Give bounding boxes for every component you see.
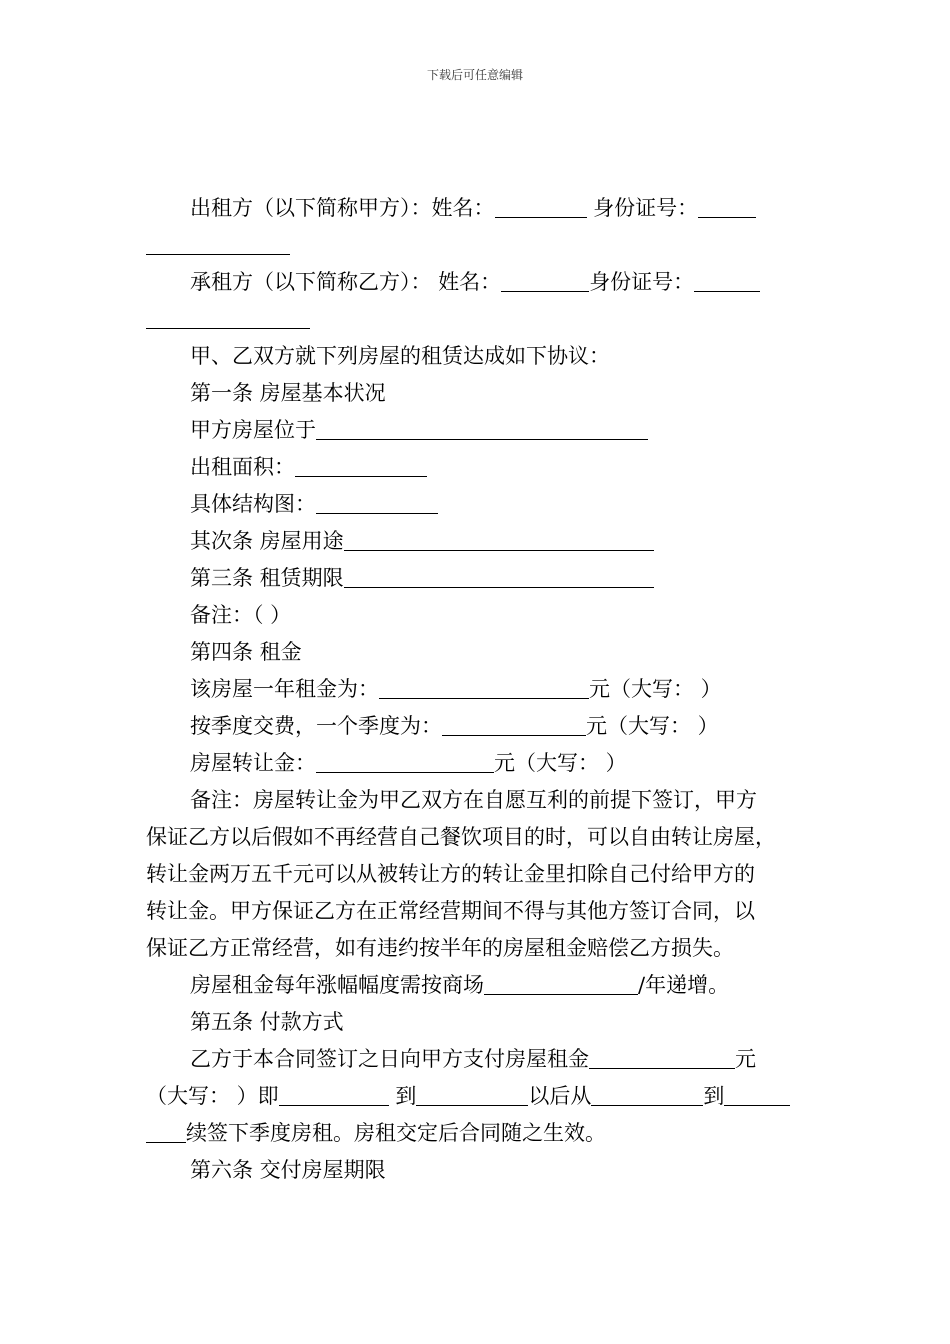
transfer-fee-label: 房屋转让金： <box>190 751 316 775</box>
lessee-label: 承租方（以下简称乙方）： 姓名： <box>190 270 502 294</box>
rent-increase-unit: ∕年递增。 <box>638 973 730 997</box>
quarterly-rent-label: 按季度交费，一个季度为： <box>190 714 442 738</box>
quarterly-rent-unit: 元（大写： ） <box>586 714 719 738</box>
lessor-id-continued <box>146 227 808 264</box>
next-end-blank <box>724 1081 790 1106</box>
article-5-title: 第五条 付款方式 <box>190 1010 344 1034</box>
payment-line <box>146 1041 808 1078</box>
lease-term-blank <box>344 563 654 588</box>
lessee-id-blank-2 <box>146 304 310 329</box>
house-usage-blank <box>344 526 654 551</box>
remark-line: 备注：（ ） <box>190 603 292 627</box>
payment-label: 乙方于本合同签订之日向甲方支付房屋租金 <box>190 1047 589 1071</box>
lessee-id-label: 身份证号： <box>589 270 695 294</box>
rent-increase-line <box>146 967 808 1004</box>
payment-amount-blank <box>589 1044 735 1069</box>
house-usage-line <box>146 523 808 560</box>
article-1-title: 第一条 房屋基本状况 <box>190 381 386 405</box>
remark-paragraph-1: 备注：房屋转让金为甲乙双方在自愿互利的前提下签订，甲方 <box>190 788 757 812</box>
remark-paragraph-5: 保证乙方正常经营，如有违约按半年的房屋租金赔偿乙方损失。 <box>146 936 734 960</box>
transfer-fee-blank <box>316 748 494 773</box>
structure-label: 具体结构图： <box>190 492 316 516</box>
payment-period-line <box>146 1078 808 1115</box>
next-start-blank <box>591 1081 703 1106</box>
period-start-blank <box>279 1081 389 1106</box>
house-location-blank <box>316 415 648 440</box>
annual-rent-unit: 元（大写： ） <box>589 677 722 701</box>
article-6-title: 第六条 交付房屋期限 <box>190 1158 386 1182</box>
lessor-id-label: 身份证号： <box>586 196 699 220</box>
period-to-label: 到 <box>388 1084 417 1108</box>
payment-unit: 元 <box>735 1047 756 1071</box>
agreement-intro: 甲、乙双方就下列房屋的租赁达成如下协议： <box>190 344 610 368</box>
remark-paragraph-2: 保证乙方以后假如不再经营自己餐饮项目的时，可以自由转让房屋， <box>146 825 776 849</box>
remark-paragraph-4: 转让金。甲方保证乙方在正常经营期间不得与其他方签订合同，以 <box>146 899 755 923</box>
rental-area-line <box>146 449 808 486</box>
house-location-line <box>146 412 808 449</box>
annual-rent-label: 该房屋一年租金为： <box>190 677 379 701</box>
contract-body <box>146 190 808 1189</box>
lease-term-line <box>146 560 808 597</box>
lessee-id-continued <box>146 301 808 338</box>
rental-area-label: 出租面积： <box>190 455 295 479</box>
period-end-blank <box>416 1081 528 1106</box>
structure-blank <box>316 489 438 514</box>
quarterly-rent-blank <box>442 711 586 736</box>
rent-increase-label: 房屋租金每年涨幅幅度需按商场 <box>190 973 484 997</box>
lessor-label: 出租方（以下简称甲方）：姓名： <box>190 196 495 220</box>
lessee-name-blank <box>501 267 589 292</box>
next-end-blank-2 <box>146 1118 186 1143</box>
lessor-id-blank <box>698 193 756 218</box>
lessee-line <box>146 264 808 301</box>
remark-paragraph-3: 转让金两万五千元可以从被转让方的转让金里扣除自己付给甲方的 <box>146 862 755 886</box>
lessor-line <box>146 190 808 227</box>
payment-capital-label: （大写： ）即 <box>146 1084 279 1108</box>
rent-increase-blank <box>484 970 638 995</box>
next-to-label: 到 <box>703 1084 725 1108</box>
house-location-label: 甲方房屋位于 <box>190 418 316 442</box>
lessor-id-blank-2 <box>146 230 290 255</box>
renewal-text: 续签下季度房租。房租交定后合同随之生效。 <box>186 1121 606 1145</box>
house-usage-label: 其次条 房屋用途 <box>190 529 344 553</box>
transfer-fee-unit: 元（大写： ） <box>494 751 627 775</box>
annual-rent-line <box>146 671 808 708</box>
page-header-note: 下载后可任意编辑 <box>426 68 523 82</box>
period-after-label: 以后从 <box>528 1084 592 1108</box>
structure-line <box>146 486 808 523</box>
lease-term-label: 第三条 租赁期限 <box>190 566 344 590</box>
quarterly-rent-line <box>146 708 808 745</box>
lessee-id-blank <box>694 267 760 292</box>
transfer-fee-line <box>146 745 808 782</box>
lessor-name-blank <box>495 193 587 218</box>
rental-area-blank <box>295 452 427 477</box>
annual-rent-blank <box>379 674 589 699</box>
renewal-line <box>146 1115 808 1152</box>
article-4-title: 第四条 租金 <box>190 640 302 664</box>
